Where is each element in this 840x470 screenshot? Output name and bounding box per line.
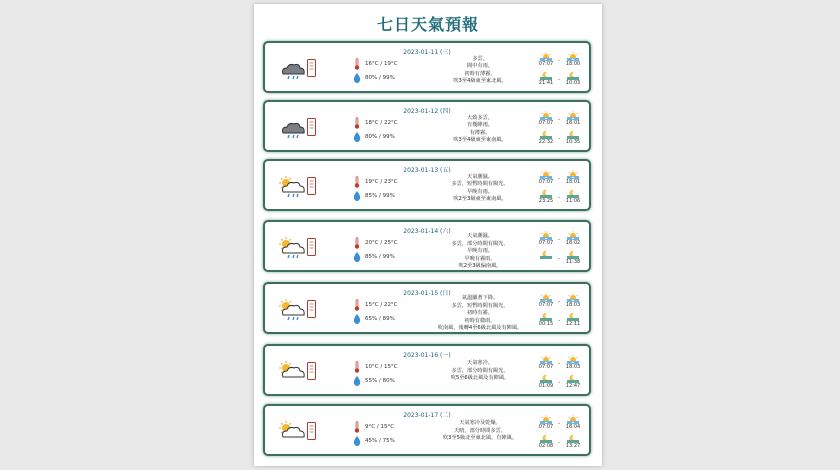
sunset-icon [564, 170, 582, 179]
sunrise-icon [537, 170, 555, 179]
page-title: 七日天氣預報 [376, 15, 479, 34]
sunset-icon [564, 231, 582, 240]
moonset-icon [564, 189, 582, 198]
forecast-description [425, 420, 535, 443]
moonset-icon [564, 312, 582, 321]
phone-icon [307, 238, 316, 256]
astronomy-block [537, 355, 589, 395]
humidity-range: 55% / 80% [365, 378, 395, 384]
moonrise-icon [537, 250, 555, 259]
forecast-line: 吹南風，後轉4至6級北風及有陣風。 [437, 325, 523, 332]
forecast-line: 初時有微雨。 [464, 317, 496, 324]
moon-separator: - [558, 439, 561, 446]
sunset-time: 18:02 [565, 240, 581, 246]
sunrise-icon [537, 293, 555, 302]
phone-icon [307, 177, 316, 195]
moon-separator: - [558, 317, 561, 324]
forecast-date: 2023-01-17 (二) [403, 412, 451, 419]
moonrise-time: 21:41 [538, 80, 554, 86]
forecast-line: 早晚有雨。 [467, 188, 493, 195]
moonrise [537, 312, 555, 327]
moonset-time: 10:03 [565, 80, 581, 86]
astronomy-block [537, 231, 589, 271]
sun-separator: - [558, 57, 561, 64]
temperature-range: 19°C / 23°C [365, 179, 398, 185]
sunrise-icon [537, 415, 555, 424]
sunset-time: 18:01 [565, 179, 581, 185]
sun-cloud-rain-icon [277, 236, 307, 260]
sunset-icon [564, 111, 582, 120]
phone-icon [307, 300, 316, 318]
moonset-icon [564, 71, 582, 80]
forecast-line: 多雲。 [472, 55, 488, 62]
sunset-time: 18:04 [565, 424, 581, 430]
moonrise [537, 130, 555, 145]
day-card [263, 344, 591, 396]
sunset-icon [564, 293, 582, 302]
forecast-page [254, 4, 602, 466]
sunrise [537, 111, 555, 126]
forecast-line: 吹5至6級北風及有陣風。 [450, 375, 510, 382]
phone-icon [307, 59, 316, 77]
moonset-time: 12:47 [565, 383, 581, 389]
moon-separator: - [558, 255, 561, 262]
moonrise-time: 23:25 [538, 198, 554, 204]
sun-separator: - [558, 116, 561, 123]
moonrise-icon [537, 71, 555, 80]
humidity-range: 65% / 89% [365, 316, 395, 322]
forecast-line: 吹3至5級北至東北風，有陣風。 [442, 435, 518, 442]
forecast-line: 初時有薄霧。 [464, 70, 496, 77]
forecast-line: 有薄霧。 [469, 129, 491, 136]
moon-separator: - [558, 379, 561, 386]
humidity-range: 45% / 75% [365, 438, 395, 444]
phone-icon [307, 362, 316, 380]
astronomy-block [537, 415, 589, 455]
moonset [564, 374, 582, 389]
forecast-date: 2023-01-14 (六) [403, 228, 451, 235]
sunrise-icon [537, 355, 555, 364]
temperature-range: 16°C / 19°C [365, 61, 398, 67]
humidity-range: 85% / 99% [365, 193, 395, 199]
forecast-line: 多雲，短暫時間有陽光。 [451, 181, 509, 188]
sunset-icon [564, 355, 582, 364]
moonrise [537, 250, 555, 259]
sunrise-time: 07:07 [538, 61, 554, 67]
sunrise-time: 07:07 [538, 179, 554, 185]
sunrise-time: 07:07 [538, 240, 554, 246]
moon-separator: - [558, 135, 561, 142]
forecast-line: 初時有霧。 [467, 310, 493, 317]
moonset-icon [564, 434, 582, 443]
moonset [564, 130, 582, 145]
temp-humidity [353, 117, 413, 149]
forecast-description [425, 174, 535, 204]
sunset-time: 18:00 [565, 61, 581, 67]
sunset-time: 18:03 [565, 302, 581, 308]
moonrise [537, 189, 555, 204]
astronomy-block [537, 52, 589, 92]
sunrise [537, 293, 555, 308]
moonset-time: 11:38 [565, 259, 581, 265]
forecast-line: 有幾陣雨。 [467, 122, 493, 129]
astronomy-block [537, 293, 589, 333]
forecast-description [425, 295, 535, 333]
temp-humidity [353, 299, 413, 331]
forecast-description [425, 56, 535, 86]
temperature-range: 18°C / 22°C [365, 120, 398, 126]
sun-cloud-icon [277, 360, 307, 384]
forecast-line: 天氣寒冷。 [467, 360, 493, 366]
sunrise-time: 07:07 [538, 302, 554, 308]
forecast-line: 天氣潮濕。 [467, 173, 493, 180]
moon-separator: - [558, 76, 561, 83]
moonset [564, 189, 582, 204]
forecast-line: 早晚有雨。 [467, 248, 493, 255]
sunset-time: 18:03 [565, 364, 581, 370]
moonrise [537, 434, 555, 449]
moonset [564, 434, 582, 449]
temp-humidity [353, 361, 413, 393]
temperature-range: 10°C / 15°C [365, 364, 398, 370]
forecast-line: 吹2至3級偏南風。 [458, 263, 502, 270]
day-card [263, 100, 591, 152]
sun-separator: - [558, 175, 561, 182]
sunrise-icon [537, 111, 555, 120]
sun-separator: - [558, 236, 561, 243]
moonset-time: 13:27 [565, 443, 581, 449]
forecast-line: 多雲，短暫時間有陽光。 [451, 302, 509, 309]
forecast-line: 吹2至3級東至東南風。 [453, 196, 507, 203]
sunset-icon [564, 415, 582, 424]
humidity-range: 80% / 99% [365, 75, 395, 81]
temp-humidity [353, 58, 413, 90]
astronomy-block [537, 170, 589, 210]
sunset-icon [564, 52, 582, 61]
temp-humidity [353, 176, 413, 208]
day-card [263, 159, 591, 211]
sun-separator: - [558, 360, 561, 367]
moonrise-icon [537, 434, 555, 443]
sunrise-time: 07:07 [538, 424, 554, 430]
sunrise [537, 415, 555, 430]
cloud-rain-icon [277, 57, 307, 81]
moon-separator: - [558, 194, 561, 201]
forecast-line: 早晚有霧雨。 [464, 255, 496, 262]
moonrise-icon [537, 374, 555, 383]
day-card [263, 41, 591, 93]
forecast-line: 吹3至4級東至東北風。 [453, 78, 507, 85]
forecast-description [425, 360, 535, 383]
temp-humidity [353, 237, 413, 269]
sunrise-time: 07:07 [538, 364, 554, 370]
sunset [564, 52, 582, 67]
sun-cloud-rain-icon [277, 298, 307, 322]
moonrise-icon [537, 189, 555, 198]
moonrise-time: 01:09 [538, 383, 554, 389]
forecast-line: 多雲，部分時間有陽光。 [451, 367, 509, 374]
sunset [564, 293, 582, 308]
forecast-line: 大致多雲。 [467, 114, 493, 121]
moonrise [537, 374, 555, 389]
day-card [263, 220, 591, 272]
moonrise-time: 00:15 [538, 321, 554, 327]
sunrise-icon [537, 52, 555, 61]
forecast-description [425, 233, 535, 271]
moonrise [537, 71, 555, 86]
phone-icon [307, 422, 316, 440]
sunset-time: 18:01 [565, 120, 581, 126]
humidity-range: 80% / 99% [365, 134, 395, 140]
moonset-icon [564, 250, 582, 259]
humidity-range: 85% / 99% [365, 254, 395, 260]
temperature-range: 20°C / 25°C [365, 240, 398, 246]
sun-cloud-rain-icon [277, 175, 307, 199]
sunset [564, 415, 582, 430]
forecast-line: 氣溫顯著下降。 [461, 295, 499, 301]
sunrise [537, 355, 555, 370]
sun-separator: - [558, 298, 561, 305]
moonset [564, 71, 582, 86]
sunrise [537, 231, 555, 246]
moonset-icon [564, 130, 582, 139]
phone-icon [307, 118, 316, 136]
moonrise-time: 22:32 [538, 139, 554, 145]
sunrise [537, 170, 555, 185]
sunrise-icon [537, 231, 555, 240]
forecast-line: 吹3至4級東至東南風。 [453, 137, 507, 144]
forecast-line: 天氣寒冷及乾燥。 [459, 420, 501, 426]
moonrise-icon [537, 312, 555, 321]
moonrise-time: 02:08 [538, 443, 554, 449]
sunset [564, 170, 582, 185]
forecast-line: 天晴，部分時間多雲。 [454, 427, 506, 434]
forecast-date: 2023-01-13 (五) [403, 167, 451, 174]
forecast-date: 2023-01-12 (四) [403, 108, 451, 115]
astronomy-block [537, 111, 589, 151]
forecast-line: 天氣潮濕。 [467, 233, 493, 239]
moonset-icon [564, 374, 582, 383]
forecast-line: 間中有雨。 [467, 63, 493, 70]
sunrise [537, 52, 555, 67]
forecast-date: 2023-01-16 (一) [403, 352, 451, 359]
forecast-date: 2023-01-15 (日) [403, 290, 451, 297]
moonrise-icon [537, 130, 555, 139]
forecast-line: 多雲，部分時間有陽光。 [451, 240, 509, 247]
sun-separator: - [558, 420, 561, 427]
temp-humidity [353, 421, 413, 453]
sun-cloud-icon [277, 420, 307, 444]
temperature-range: 15°C / 22°C [365, 302, 398, 308]
sunset [564, 231, 582, 246]
temperature-range: 9°C / 15°C [365, 424, 395, 430]
moonset [564, 312, 582, 327]
sunrise-time: 07:07 [538, 120, 554, 126]
sunset [564, 111, 582, 126]
moonset-time: 10:35 [565, 139, 581, 145]
day-card [263, 282, 591, 334]
forecast-description [425, 115, 535, 145]
forecast-date: 2023-01-11 (三) [403, 49, 451, 56]
sunset [564, 355, 582, 370]
moonset-time: 12:11 [565, 321, 581, 327]
moonset-time: 11:06 [565, 198, 581, 204]
moonset [564, 250, 582, 265]
day-card [263, 404, 591, 456]
cloud-rain-icon [277, 116, 307, 140]
